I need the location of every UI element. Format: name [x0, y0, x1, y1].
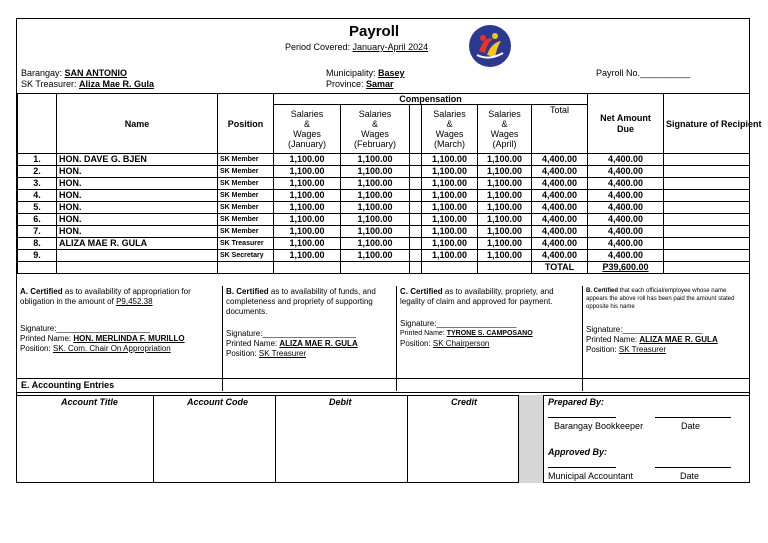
header-name: Name	[57, 94, 218, 154]
row-jan: 1,100.00	[274, 238, 341, 250]
row-mar: 1,100.00	[422, 202, 478, 214]
cert-a-text: A. Certified as to availability of appropriation for obligation in the amount of P9,452.38	[20, 287, 191, 306]
header-january: Salaries & Wages (January)	[274, 105, 341, 154]
row-jan: 1,100.00	[274, 154, 341, 166]
row-name: ALIZA MAE R. GULA	[57, 238, 218, 250]
row-spacer	[410, 154, 422, 166]
header-position: Position	[218, 94, 274, 154]
row-signature	[664, 178, 750, 190]
row-jan: 1,100.00	[274, 166, 341, 178]
table-row	[18, 238, 750, 250]
table-header-row-1	[18, 94, 750, 105]
row-position: SK Treasurer	[218, 238, 274, 250]
cert-b-signature: Signature:_____________________	[226, 329, 356, 338]
cert-a-block	[17, 286, 223, 391]
row-number: 5.	[18, 202, 57, 214]
header-total: Total	[532, 105, 588, 154]
row-jan: 1,100.00	[274, 226, 341, 238]
col-divider-2	[275, 395, 276, 483]
cert-c-block	[397, 286, 583, 391]
header-march: Salaries & Wages (March)	[422, 105, 478, 154]
row-name	[57, 250, 218, 262]
row-number: 6.	[18, 214, 57, 226]
row-apr: 1,100.00	[478, 250, 532, 262]
row-total: 4,400.00	[532, 214, 588, 226]
row-spacer	[410, 226, 422, 238]
cert-a-signature: Signature:_____________________	[20, 324, 150, 333]
shaded-column	[518, 395, 544, 483]
header-compensation: Compensation	[274, 94, 588, 105]
row-spacer	[410, 250, 422, 262]
cert-b-position: Position: SK Treasurer	[226, 349, 307, 358]
row-position: SK Member	[218, 178, 274, 190]
row-position: SK Member	[218, 214, 274, 226]
row-name: HON.	[57, 190, 218, 202]
row-net: 4,400.00	[588, 250, 664, 262]
row-mar: 1,100.00	[422, 154, 478, 166]
row-total: 4,400.00	[532, 238, 588, 250]
row-mar: 1,100.00	[422, 238, 478, 250]
table-row	[18, 226, 750, 238]
cert-d-block	[583, 286, 749, 391]
row-net: 4,400.00	[588, 214, 664, 226]
accountant-label: Municipal Accountant	[548, 471, 634, 481]
row-signature	[664, 238, 750, 250]
row-signature	[664, 214, 750, 226]
row-total: 4,400.00	[532, 154, 588, 166]
accounting-section-title: E. Accounting Entries	[21, 380, 115, 390]
row-jan: 1,100.00	[274, 250, 341, 262]
row-position: SK Member	[218, 166, 274, 178]
header-net-amount: Net Amount Due	[588, 94, 664, 154]
province-line: Province: Samar	[326, 79, 394, 89]
cert-b-text: B. Certified as to availability of funds, and completeness and propriety of supporting documents.	[226, 287, 376, 316]
row-net: 4,400.00	[588, 202, 664, 214]
row-net: 4,400.00	[588, 154, 664, 166]
prepared-date-line	[655, 417, 731, 418]
period-covered: Period Covered: January-April 2024	[285, 42, 429, 52]
row-name: HON.	[57, 202, 218, 214]
row-signature	[664, 250, 750, 262]
table-row	[18, 154, 750, 166]
sk-logo-icon	[469, 25, 511, 67]
row-name: HON.	[57, 214, 218, 226]
row-name: HON.	[57, 166, 218, 178]
row-apr: 1,100.00	[478, 226, 532, 238]
row-spacer	[410, 214, 422, 226]
row-apr: 1,100.00	[478, 238, 532, 250]
row-number: 7.	[18, 226, 57, 238]
header-number	[18, 94, 57, 154]
row-mar: 1,100.00	[422, 250, 478, 262]
row-mar: 1,100.00	[422, 214, 478, 226]
sk-logo-graphic	[469, 25, 511, 67]
row-total: 4,400.00	[532, 178, 588, 190]
col-divider-1	[153, 395, 154, 483]
payroll-table	[17, 93, 762, 274]
row-feb: 1,100.00	[341, 190, 410, 202]
row-feb: 1,100.00	[341, 154, 410, 166]
cert-b-block	[223, 286, 397, 391]
total-row	[18, 262, 750, 274]
row-name: HON. DAVE G. BJEN	[57, 154, 218, 166]
payroll-rows	[18, 154, 750, 262]
total-label: TOTAL	[532, 262, 588, 274]
treasurer-line: SK Treasurer: Aliza Mae R. Gula	[21, 79, 155, 89]
approved-signature-line	[548, 467, 616, 468]
row-net: 4,400.00	[588, 238, 664, 250]
row-total: 4,400.00	[532, 202, 588, 214]
row-mar: 1,100.00	[422, 226, 478, 238]
cert-c-printed-name: Printed Name: TYRONE S. CAMPOSANO	[400, 330, 533, 337]
grand-total: P39,600.00	[588, 262, 664, 274]
row-number: 2.	[18, 166, 57, 178]
approved-by-label: Approved By:	[548, 447, 608, 457]
row-position: SK Member	[218, 202, 274, 214]
cert-d-printed-name: Printed Name: ALIZA MAE R. GULA	[586, 335, 718, 344]
accounting-divider-1	[17, 392, 749, 393]
row-feb: 1,100.00	[341, 178, 410, 190]
col-divider-3	[407, 395, 408, 483]
row-number: 8.	[18, 238, 57, 250]
row-signature	[664, 190, 750, 202]
header-april: Salaries & Wages (April)	[478, 105, 532, 154]
prepared-signature-line	[548, 417, 616, 418]
row-number: 9.	[18, 250, 57, 262]
header-spacer	[410, 105, 422, 154]
row-feb: 1,100.00	[341, 238, 410, 250]
row-spacer	[410, 238, 422, 250]
row-number: 1.	[18, 154, 57, 166]
cert-b-printed-name: Printed Name: ALIZA MAE R. GULA	[226, 339, 358, 348]
row-jan: 1,100.00	[274, 214, 341, 226]
cert-d-signature: Signature:__________________	[586, 325, 703, 334]
bookkeeper-label: Barangay Bookkeeper	[554, 421, 644, 431]
accounting-divider-2	[17, 395, 749, 396]
table-row	[18, 250, 750, 262]
cert-a-position: Position: SK. Com. Chair On Appropriation	[20, 344, 171, 353]
header-signature: Signature of Recipient	[664, 94, 750, 154]
section-divider	[17, 378, 749, 379]
col-credit: Credit	[451, 397, 478, 407]
row-spacer	[410, 166, 422, 178]
row-number: 4.	[18, 190, 57, 202]
row-mar: 1,100.00	[422, 178, 478, 190]
prepared-by-label: Prepared By:	[548, 397, 605, 407]
row-spacer	[410, 202, 422, 214]
approved-date-label: Date	[680, 471, 700, 481]
row-signature	[664, 154, 750, 166]
cert-d-text: B. Certified that each official/employee whose name appears the above roll has been paid the amount stated opposite his name	[586, 288, 735, 310]
header-february: Salaries & Wages (February)	[341, 105, 410, 154]
payroll-document	[16, 18, 762, 483]
table-row	[18, 202, 750, 214]
row-total: 4,400.00	[532, 190, 588, 202]
row-apr: 1,100.00	[478, 202, 532, 214]
cert-c-text: C. Certified as to availability, propriety, and legality of claim and approved for payment.	[400, 287, 554, 306]
table-row	[18, 190, 750, 202]
row-apr: 1,100.00	[478, 190, 532, 202]
row-feb: 1,100.00	[341, 202, 410, 214]
row-number: 3.	[18, 178, 57, 190]
row-spacer	[410, 178, 422, 190]
row-position: SK Member	[218, 190, 274, 202]
col-account-code: Account Code	[187, 397, 249, 407]
col-account-title: Account Title	[61, 397, 118, 407]
row-net: 4,400.00	[588, 178, 664, 190]
row-feb: 1,100.00	[341, 166, 410, 178]
row-net: 4,400.00	[588, 226, 664, 238]
row-net: 4,400.00	[588, 190, 664, 202]
row-apr: 1,100.00	[478, 154, 532, 166]
row-total: 4,400.00	[532, 226, 588, 238]
row-feb: 1,100.00	[341, 226, 410, 238]
row-total: 4,400.00	[532, 166, 588, 178]
row-apr: 1,100.00	[478, 166, 532, 178]
row-signature	[664, 202, 750, 214]
row-net: 4,400.00	[588, 166, 664, 178]
cert-d-position: Position: SK Treasurer	[586, 345, 667, 354]
row-name: HON.	[57, 226, 218, 238]
table-row	[18, 214, 750, 226]
col-debit: Debit	[329, 397, 352, 407]
row-apr: 1,100.00	[478, 178, 532, 190]
row-jan: 1,100.00	[274, 202, 341, 214]
prepared-date-label: Date	[681, 421, 701, 431]
payroll-title: Payroll	[349, 23, 400, 40]
row-name: HON.	[57, 178, 218, 190]
row-feb: 1,100.00	[341, 250, 410, 262]
row-signature	[664, 166, 750, 178]
cert-a-printed-name: Printed Name: HON. MERLINDA F. MURILLO	[20, 334, 185, 343]
row-signature	[664, 226, 750, 238]
row-total: 4,400.00	[532, 250, 588, 262]
barangay-line: Barangay: SAN ANTONIO	[21, 68, 128, 78]
row-position: SK Member	[218, 226, 274, 238]
table-row	[18, 166, 750, 178]
table-row	[18, 178, 750, 190]
row-position: SK Secretary	[218, 250, 274, 262]
municipality-line: Municipality: Basey	[326, 68, 405, 78]
cert-c-position: Position: SK Chairperson	[400, 339, 490, 348]
row-apr: 1,100.00	[478, 214, 532, 226]
row-jan: 1,100.00	[274, 178, 341, 190]
row-feb: 1,100.00	[341, 214, 410, 226]
payroll-number: Payroll No.__________	[596, 68, 691, 78]
cert-c-signature: Signature:__________________	[400, 319, 517, 328]
row-spacer	[410, 190, 422, 202]
row-position: SK Member	[218, 154, 274, 166]
row-jan: 1,100.00	[274, 190, 341, 202]
approved-date-line	[655, 467, 731, 468]
row-mar: 1,100.00	[422, 166, 478, 178]
row-mar: 1,100.00	[422, 190, 478, 202]
